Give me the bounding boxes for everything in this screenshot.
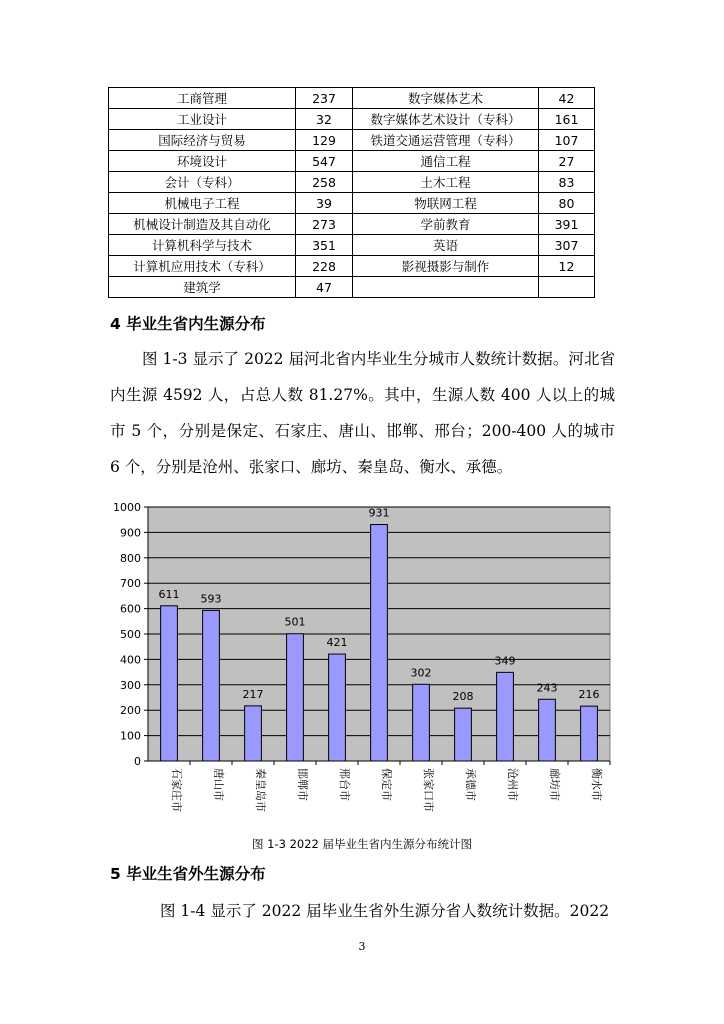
table-row <box>109 109 595 130</box>
major-name-cell: 工业设计 <box>109 109 296 130</box>
major-name-cell: 影视摄影与制作 <box>353 256 539 277</box>
major-name-cell: 国际经济与贸易 <box>109 130 296 151</box>
data-label: 243 <box>536 681 558 695</box>
x-tick-label: 石家庄市 <box>170 768 183 812</box>
major-count-cell: 47 <box>296 277 353 298</box>
table-row <box>109 256 595 277</box>
x-tick-label: 廊坊市 <box>548 768 561 801</box>
major-name-cell: 数字媒体艺术 <box>353 88 539 109</box>
table-row <box>109 193 595 214</box>
data-label: 931 <box>368 506 390 520</box>
major-name-cell: 通信工程 <box>353 151 539 172</box>
major-count-cell <box>539 277 595 298</box>
data-label: 217 <box>242 687 264 701</box>
major-count-cell: 161 <box>539 109 595 130</box>
major-count-cell: 80 <box>539 193 595 214</box>
major-name-cell: 工商管理 <box>109 88 296 109</box>
major-name-cell: 英语 <box>353 235 539 256</box>
major-count-cell: 237 <box>296 88 353 109</box>
major-name-cell: 学前教育 <box>353 214 539 235</box>
x-tick-label: 承德市 <box>464 768 477 801</box>
major-name-cell: 会计（专科） <box>109 172 296 193</box>
x-tick-label: 张家口市 <box>422 768 435 812</box>
major-count-cell: 107 <box>539 130 595 151</box>
y-tick-label: 800 <box>120 551 141 565</box>
major-count-cell: 12 <box>539 256 595 277</box>
data-label: 208 <box>452 690 474 704</box>
y-tick-label: 900 <box>120 526 141 540</box>
major-count-cell: 27 <box>539 151 595 172</box>
major-count-cell: 42 <box>539 88 595 109</box>
table-row <box>109 151 595 172</box>
bar <box>329 654 346 761</box>
data-label: 349 <box>494 654 516 668</box>
major-count-cell: 391 <box>539 214 595 235</box>
y-tick-label: 200 <box>120 704 141 718</box>
bar <box>455 708 472 761</box>
table-row <box>109 172 595 193</box>
y-tick-label: 600 <box>120 602 141 616</box>
major-name-cell: 数字媒体艺术设计（专科） <box>353 109 539 130</box>
y-tick-label: 400 <box>120 653 141 667</box>
major-count-cell: 39 <box>296 193 353 214</box>
x-tick-label: 保定市 <box>380 768 393 801</box>
y-tick-label: 100 <box>120 729 141 743</box>
bar <box>287 634 304 761</box>
table-row <box>109 88 595 109</box>
y-tick-label: 700 <box>120 577 141 591</box>
major-name-cell: 环境设计 <box>109 151 296 172</box>
x-tick-label: 沧州市 <box>506 768 519 801</box>
major-count-cell: 307 <box>539 235 595 256</box>
bar <box>203 610 220 761</box>
data-label: 593 <box>200 592 222 606</box>
data-label: 216 <box>578 688 600 702</box>
major-count-cell: 228 <box>296 256 353 277</box>
major-name-cell: 机械设计制造及其自动化 <box>109 214 296 235</box>
bar <box>581 706 598 761</box>
data-label: 501 <box>284 615 306 629</box>
page-number: 3 <box>358 940 366 953</box>
bar <box>497 672 514 761</box>
major-name-cell: 铁道交通运营管理（专科） <box>353 130 539 151</box>
bar <box>539 699 556 761</box>
section-4-heading: 4 毕业生省内生源分布 <box>110 315 266 333</box>
data-label: 302 <box>410 666 432 680</box>
major-count-cell: 129 <box>296 130 353 151</box>
majors-table-body <box>109 88 595 298</box>
major-name-cell: 计算机科学与技术 <box>109 235 296 256</box>
figure-caption: 图 1-3 2022 届毕业生省内生源分布统计图 <box>251 837 472 851</box>
y-axis-ticks <box>113 501 148 768</box>
major-count-cell: 83 <box>539 172 595 193</box>
major-name-cell <box>353 277 539 298</box>
bar <box>413 684 430 761</box>
data-label: 421 <box>326 636 348 650</box>
x-axis-labels <box>170 761 610 812</box>
bar <box>371 525 388 761</box>
major-name-cell: 物联网工程 <box>353 193 539 214</box>
table-row <box>109 277 595 298</box>
y-tick-label: 300 <box>120 678 141 692</box>
province-source-bar-chart <box>104 496 614 836</box>
section-5-heading: 5 毕业生省外生源分布 <box>110 865 266 883</box>
x-tick-label: 邢台市 <box>338 768 351 801</box>
y-tick-label: 1000 <box>113 501 141 514</box>
data-label: 611 <box>158 587 180 601</box>
section-5-paragraph: 图 1-4 显示了 2022 届毕业生省外生源分省人数统计数据。2022 <box>160 902 610 920</box>
majors-table <box>108 87 595 298</box>
table-row <box>109 214 595 235</box>
x-tick-label: 邯郸市 <box>296 768 309 801</box>
major-name-cell: 土木工程 <box>353 172 539 193</box>
table-row <box>109 235 595 256</box>
x-tick-label: 秦皇岛市 <box>254 768 267 812</box>
bar <box>161 606 178 761</box>
bar <box>245 706 262 761</box>
table-row <box>109 130 595 151</box>
y-tick-label: 0 <box>134 755 141 768</box>
major-count-cell: 351 <box>296 235 353 256</box>
major-count-cell: 273 <box>296 214 353 235</box>
major-name-cell: 建筑学 <box>109 277 296 298</box>
major-name-cell: 计算机应用技术（专科） <box>109 256 296 277</box>
section-4-paragraph: 图 1-3 显示了 2022 届河北省内毕业生分城市人数统计数据。河北省内生源 4592 人，占总人数 81.27%。其中，生源人数 400 人以上的城市 5 个，分别是保定、石家庄、唐山、邯郸、邢台；200-400 人的城市 6 个，分别是沧州、张家口、廊坊、秦皇岛、衡水、承德。 <box>110 350 615 476</box>
x-tick-label: 衡水市 <box>590 768 603 801</box>
major-count-cell: 32 <box>296 109 353 130</box>
y-tick-label: 500 <box>120 628 141 641</box>
major-count-cell: 258 <box>296 172 353 193</box>
major-name-cell: 机械电子工程 <box>109 193 296 214</box>
major-count-cell: 547 <box>296 151 353 172</box>
x-tick-label: 唐山市 <box>212 768 225 801</box>
